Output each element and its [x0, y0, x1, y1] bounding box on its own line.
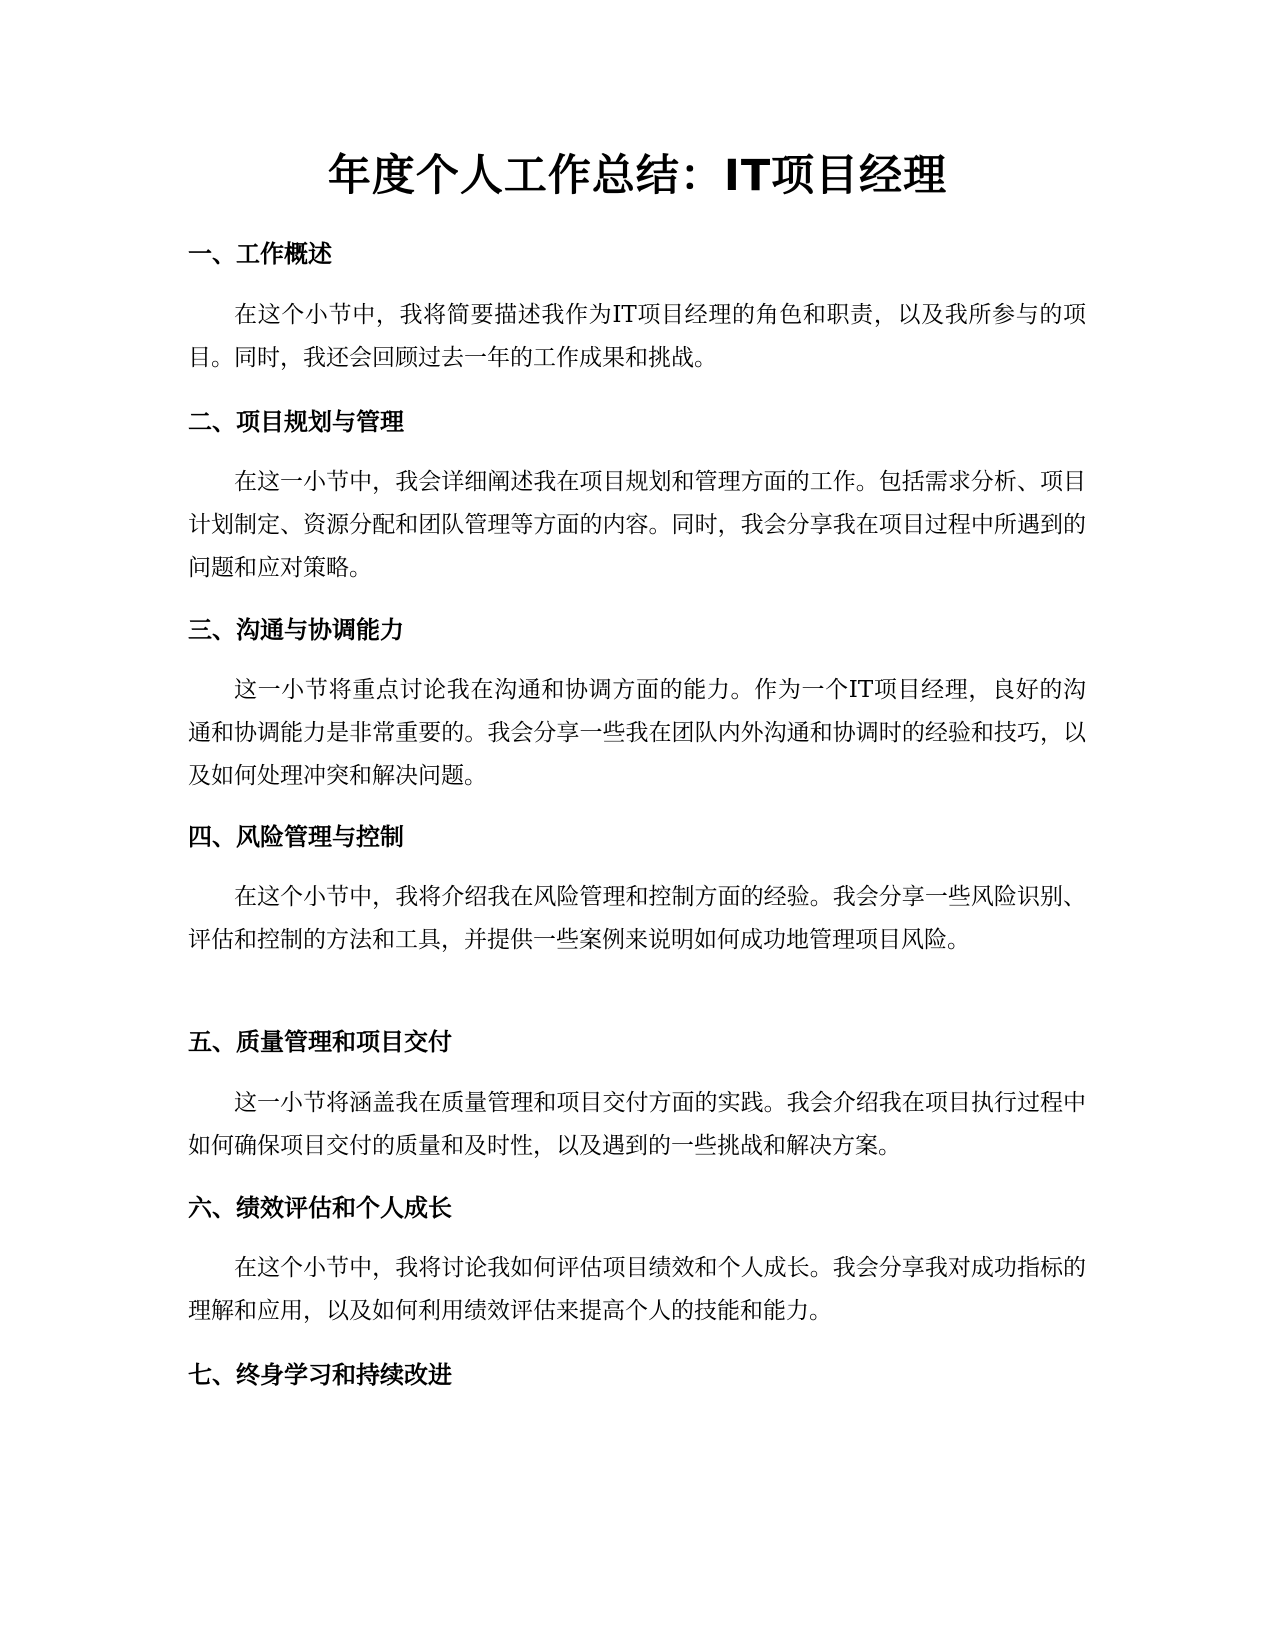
section-body-risk: 在这个小节中，我将介绍我在风险管理和控制方面的经验。我会分享一些风险识别、评估和控制的方法和工具，并提供一些案例来说明如何成功地管理项目风险。: [188, 884, 1086, 953]
section-heading-communication: 三、沟通与协调能力: [188, 616, 404, 644]
section-body-performance: 在这个小节中，我将讨论我如何评估项目绩效和个人成长。我会分享我对成功指标的理解和应用，以及如何利用绩效评估来提高个人的技能和能力。: [188, 1255, 1086, 1324]
section-heading-learning: 七、终身学习和持续改进: [188, 1361, 452, 1389]
section-body-communication: 这一小节将重点讨论我在沟通和协调方面的能力。作为一个IT项目经理，良好的沟通和协调能力是非常重要的。我会分享一些我在团队内外沟通和协调时的经验和技巧，以及如何处理冲突和解决问题。: [188, 677, 1086, 789]
section-heading-planning: 二、项目规划与管理: [188, 408, 404, 436]
section-body-quality: 这一小节将涵盖我在质量管理和项目交付方面的实践。我会介绍我在项目执行过程中如何确保项目交付的质量和及时性，以及遇到的一些挑战和解决方案。: [188, 1090, 1086, 1159]
section-heading-quality: 五、质量管理和项目交付: [188, 1028, 452, 1056]
section-heading-performance: 六、绩效评估和个人成长: [188, 1194, 452, 1222]
section-body-overview: 在这个小节中，我将简要描述我作为IT项目经理的角色和职责，以及我所参与的项目。同时，我还会回顾过去一年的工作成果和挑战。: [188, 302, 1086, 371]
section-heading-risk: 四、风险管理与控制: [188, 823, 404, 851]
section-body-planning: 在这一小节中，我会详细阐述我在项目规划和管理方面的工作。包括需求分析、项目计划制定、资源分配和团队管理等方面的内容。同时，我会分享我在项目过程中所遇到的问题和应对策略。: [188, 469, 1086, 581]
section-heading-overview: 一、工作概述: [188, 240, 332, 268]
document-title: 年度个人工作总结：IT项目经理: [327, 151, 948, 201]
